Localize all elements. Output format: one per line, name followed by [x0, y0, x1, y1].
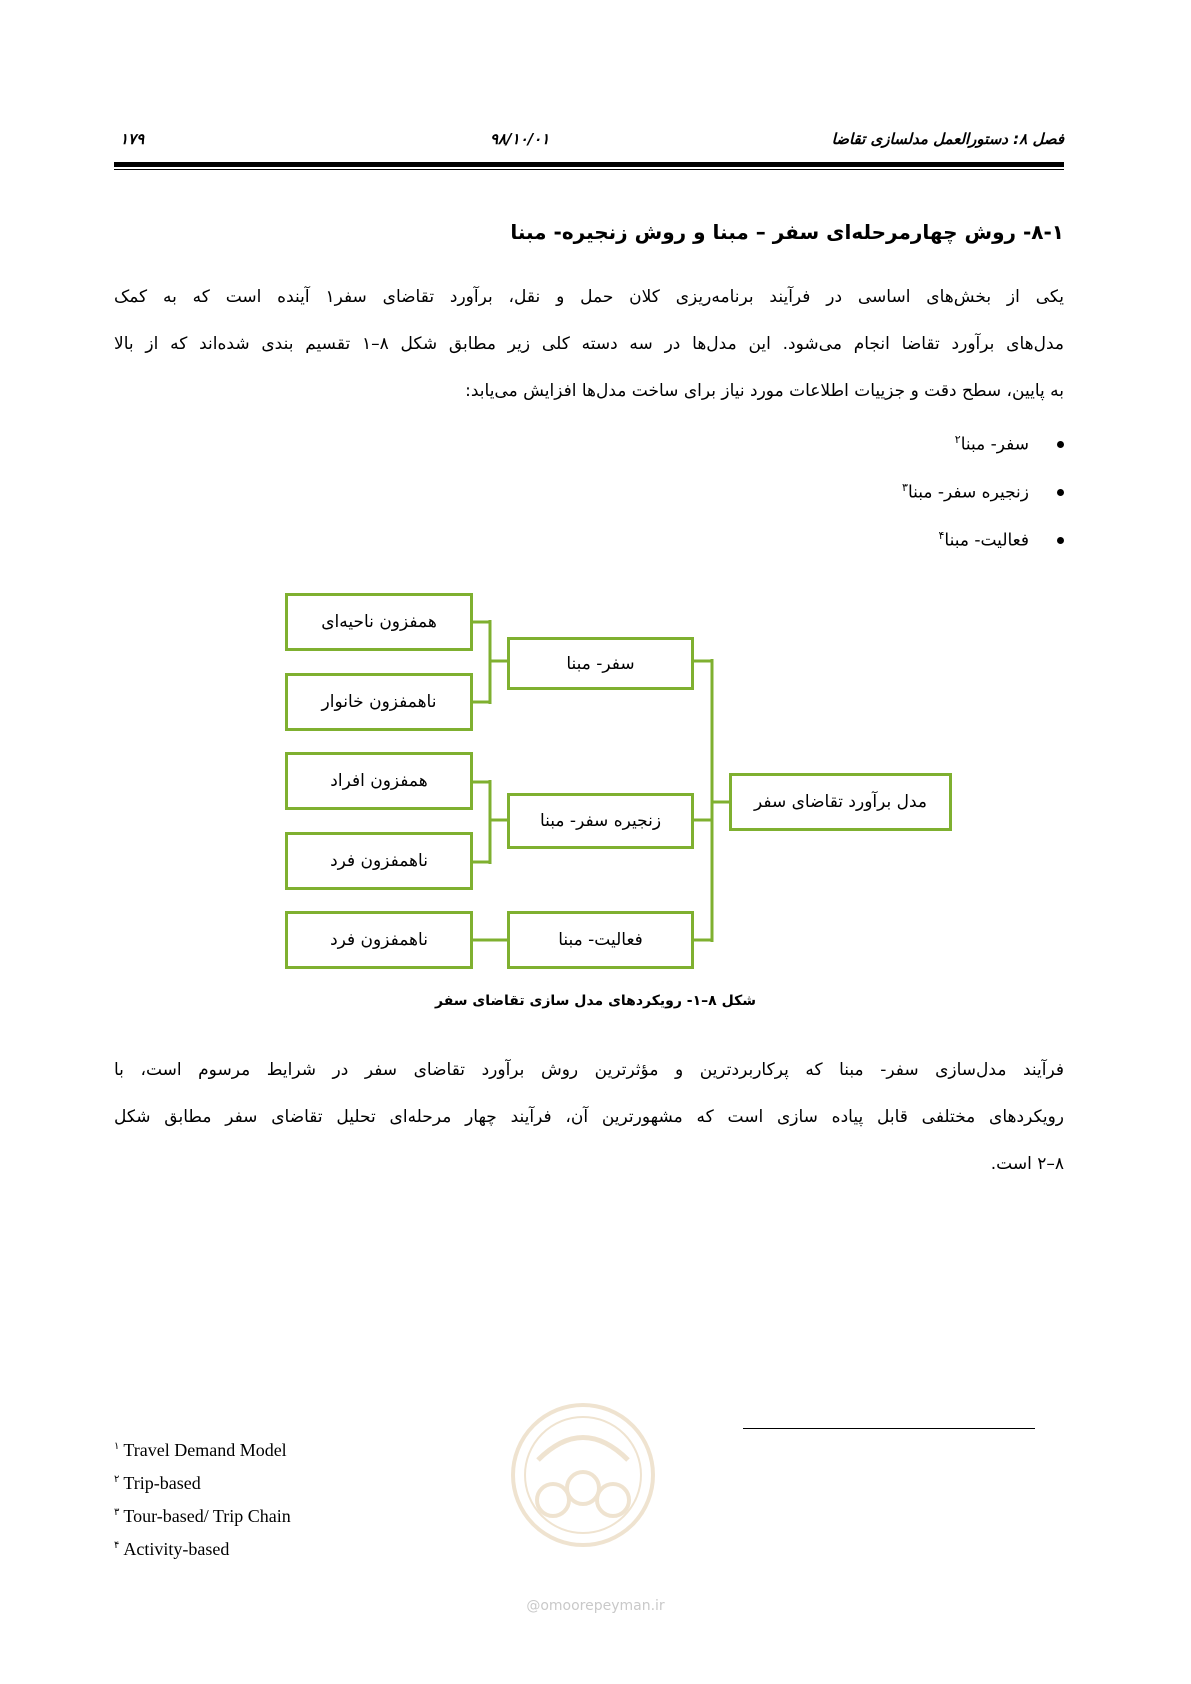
- bullet-icon: [1057, 489, 1064, 496]
- bullet-list: [902, 420, 1064, 564]
- footnote: [114, 1440, 291, 1473]
- header-date: ۹۸/۱۰/۰۱: [490, 130, 550, 148]
- list-item: [902, 468, 1064, 516]
- leaf-label: ناهمفزون خانوار: [321, 692, 437, 712]
- mid-label: زنجیره سفر- مبنا: [539, 811, 662, 831]
- bullet-text: سفر- مبنا: [960, 434, 1029, 455]
- footnote-text: Trip-based: [123, 1473, 201, 1493]
- list-item: [902, 420, 1064, 468]
- footnote-ref: ۳: [902, 481, 908, 495]
- mid-box-tour-based: [507, 793, 694, 849]
- paragraph-line: مدل‌های برآورد تقاضا انجام می‌شود. این مدل‌ها در سه دسته کلی زیر مطابق شکل ۸–۱ تقسیم بندی شده‌اند که از بالا: [114, 334, 1064, 354]
- paragraph-line: رویکردهای مختلفی قابل پیاده سازی است که مشهورترین آن، فرآیند چهار مرحله‌ای تحلیل تقاضای سفر مطابق شکل: [114, 1107, 1064, 1127]
- figure-caption: شکل ۸–۱- رویکردهای مدل سازی تقاضای سفر: [435, 993, 756, 1009]
- leaf-label: همفزون ناحیه‌ای: [321, 612, 437, 632]
- footnote-number: ۳: [114, 1507, 120, 1518]
- footnote-number: ۲: [114, 1474, 120, 1485]
- footnote-text: Travel Demand Model: [123, 1440, 287, 1460]
- footnote-number: ۱: [114, 1441, 120, 1452]
- leaf-box-person-disaggregate-2: [285, 911, 473, 969]
- footnote: [114, 1473, 291, 1506]
- watermark-site: @omoorepeyman.ir: [526, 1598, 665, 1614]
- mid-label: سفر- مبنا: [566, 653, 635, 674]
- mid-label: فعالیت- مبنا: [558, 930, 643, 950]
- leaf-box-persons-aggregate: [285, 752, 473, 810]
- footnote: [114, 1539, 291, 1572]
- header-rule: [114, 162, 1064, 167]
- leaf-label: همفزون افراد: [330, 771, 428, 791]
- paragraph-line: به پایین، سطح دقت و جزییات اطلاعات مورد نیاز برای ساخت مدل‌ها افزایش می‌یابد:: [465, 381, 1064, 401]
- leaf-label: ناهمفزون فرد: [330, 930, 428, 950]
- footnote-text: Activity-based: [123, 1539, 230, 1559]
- mid-box-trip-based: [507, 637, 694, 690]
- list-item: [902, 516, 1064, 564]
- leaf-label: ناهمفزون فرد: [330, 851, 428, 871]
- footnote: [114, 1506, 291, 1539]
- mid-box-activity-based: [507, 911, 694, 969]
- watermark-logo: [508, 1400, 658, 1550]
- section-heading: ۸-۱- روش چهارمرحله‌ای سفر – مبنا و روش زنجیره- مبنا: [510, 220, 1064, 244]
- footnote-ref: ۲: [954, 433, 961, 447]
- header-rule-thin: [114, 169, 1064, 170]
- root-label: مدل برآورد تقاضای سفر: [753, 792, 928, 812]
- leaf-box-person-disaggregate: [285, 832, 473, 890]
- paragraph-line: یکی از بخش‌های اساسی در فرآیند برنامه‌ریزی کلان حمل و نقل، برآورد تقاضای سفر۱ آینده است که به کمک: [114, 287, 1064, 307]
- footnote-ref: ۴: [938, 529, 945, 543]
- root-box-travel-demand-model: [729, 773, 952, 831]
- footnote-number: ۴: [114, 1540, 120, 1551]
- body-paragraph: [114, 1047, 1064, 1188]
- page-number: ۱۷۹: [120, 130, 145, 148]
- bullet-text: فعالیت- مبنا: [944, 530, 1029, 551]
- leaf-box-regional-aggregate: [285, 593, 473, 651]
- paragraph-line: فرآیند مدل‌سازی سفر- مبنا که پرکاربردترین و مؤثرترین روش برآورد تقاضای سفر در شرایط مرسوم است، با: [114, 1060, 1064, 1080]
- bullet-icon: [1057, 537, 1064, 544]
- footnotes: [114, 1440, 291, 1572]
- footnote-rule: [743, 1428, 1035, 1429]
- bullet-icon: [1057, 441, 1064, 448]
- bullet-text: زنجیره سفر- مبنا: [907, 482, 1029, 503]
- leaf-box-household-disaggregate: [285, 673, 473, 731]
- paragraph-line: ۸–۲ است.: [990, 1154, 1064, 1174]
- footnote-text: Tour-based/ Trip Chain: [123, 1506, 291, 1526]
- chapter-title: فصل ۸: دستورالعمل مدلسازی تقاضا: [831, 130, 1064, 148]
- intro-paragraph: [114, 274, 1064, 415]
